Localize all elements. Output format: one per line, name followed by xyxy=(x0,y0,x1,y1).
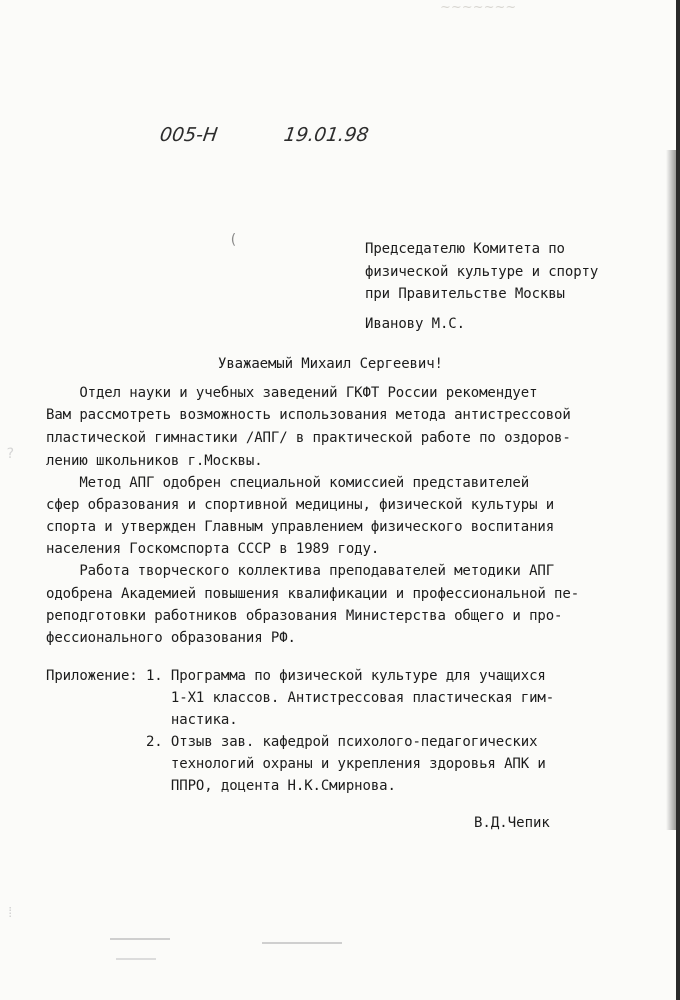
appendix-line: 2. Отзыв зав. кафедрой психолого-педагогических xyxy=(46,734,538,750)
scan-edge xyxy=(676,0,680,1000)
text-line: Метод АПГ одобрен специальной комиссией представителей xyxy=(46,475,530,491)
text-line: одобрена Академией повышения квалификации и профессиональной пе- xyxy=(46,586,580,602)
faint-smudge xyxy=(110,938,170,940)
text-line: Отдел науки и учебных заведений ГКФТ России рекомендует xyxy=(46,385,538,401)
text-line: населения Госкомспорта СССР в 1989 году. xyxy=(46,541,380,557)
handwritten-date: 19.01.98 xyxy=(282,124,371,146)
faint-smudge xyxy=(116,958,156,960)
text-line: Вам рассмотреть возможность использования метода антистрессовой xyxy=(46,407,571,423)
handwritten-number: 005-Н xyxy=(158,124,219,146)
appendix-line: ППРО, доцента Н.К.Смирнова. xyxy=(46,778,396,794)
faint-smudge xyxy=(262,942,342,944)
text-line: лению школьников г.Москвы. xyxy=(46,453,263,469)
text-line: фессионального образования РФ. xyxy=(46,630,296,646)
appendix-line: технологий охраны и укрепления здоровья АПК и xyxy=(46,756,546,772)
faint-bleedthrough-text: ~~~~~~~ xyxy=(440,0,517,15)
pencil-mark: ( xyxy=(229,232,238,248)
faint-scan-mark: ⁞ xyxy=(6,905,15,921)
recipient-line: физической культуре и спорту xyxy=(365,264,599,280)
text-line: сфер образования и спортивной медицины, физической культуры и xyxy=(46,497,555,513)
recipient-name: Иванову М.С. xyxy=(365,316,465,332)
recipient-line: Председателю Комитета по xyxy=(365,241,565,257)
signature: В.Д.Чепик xyxy=(474,815,550,831)
appendix-line: настика. xyxy=(46,712,238,728)
text-line: реподготовки работников образования Министерства общего и про- xyxy=(46,608,563,624)
appendix-line: Приложение: 1. Программа по физической культуре для учащихся xyxy=(46,668,546,684)
recipient-line: при Правительстве Москвы xyxy=(365,286,565,302)
text-line: спорта и утвержден Главным управлением физического воспитания xyxy=(46,519,555,535)
salutation: Уважаемый Михаил Сергеевич! xyxy=(218,356,443,372)
text-line: Работа творческого коллектива преподавателей методики АПГ xyxy=(46,563,555,579)
margin-mark: ? xyxy=(6,446,15,462)
appendix-line: 1-Х1 классов. Антистрессовая пластическая гим- xyxy=(46,690,555,706)
text-line: пластической гимнастики /АПГ/ в практической работе по оздоров- xyxy=(46,430,571,446)
